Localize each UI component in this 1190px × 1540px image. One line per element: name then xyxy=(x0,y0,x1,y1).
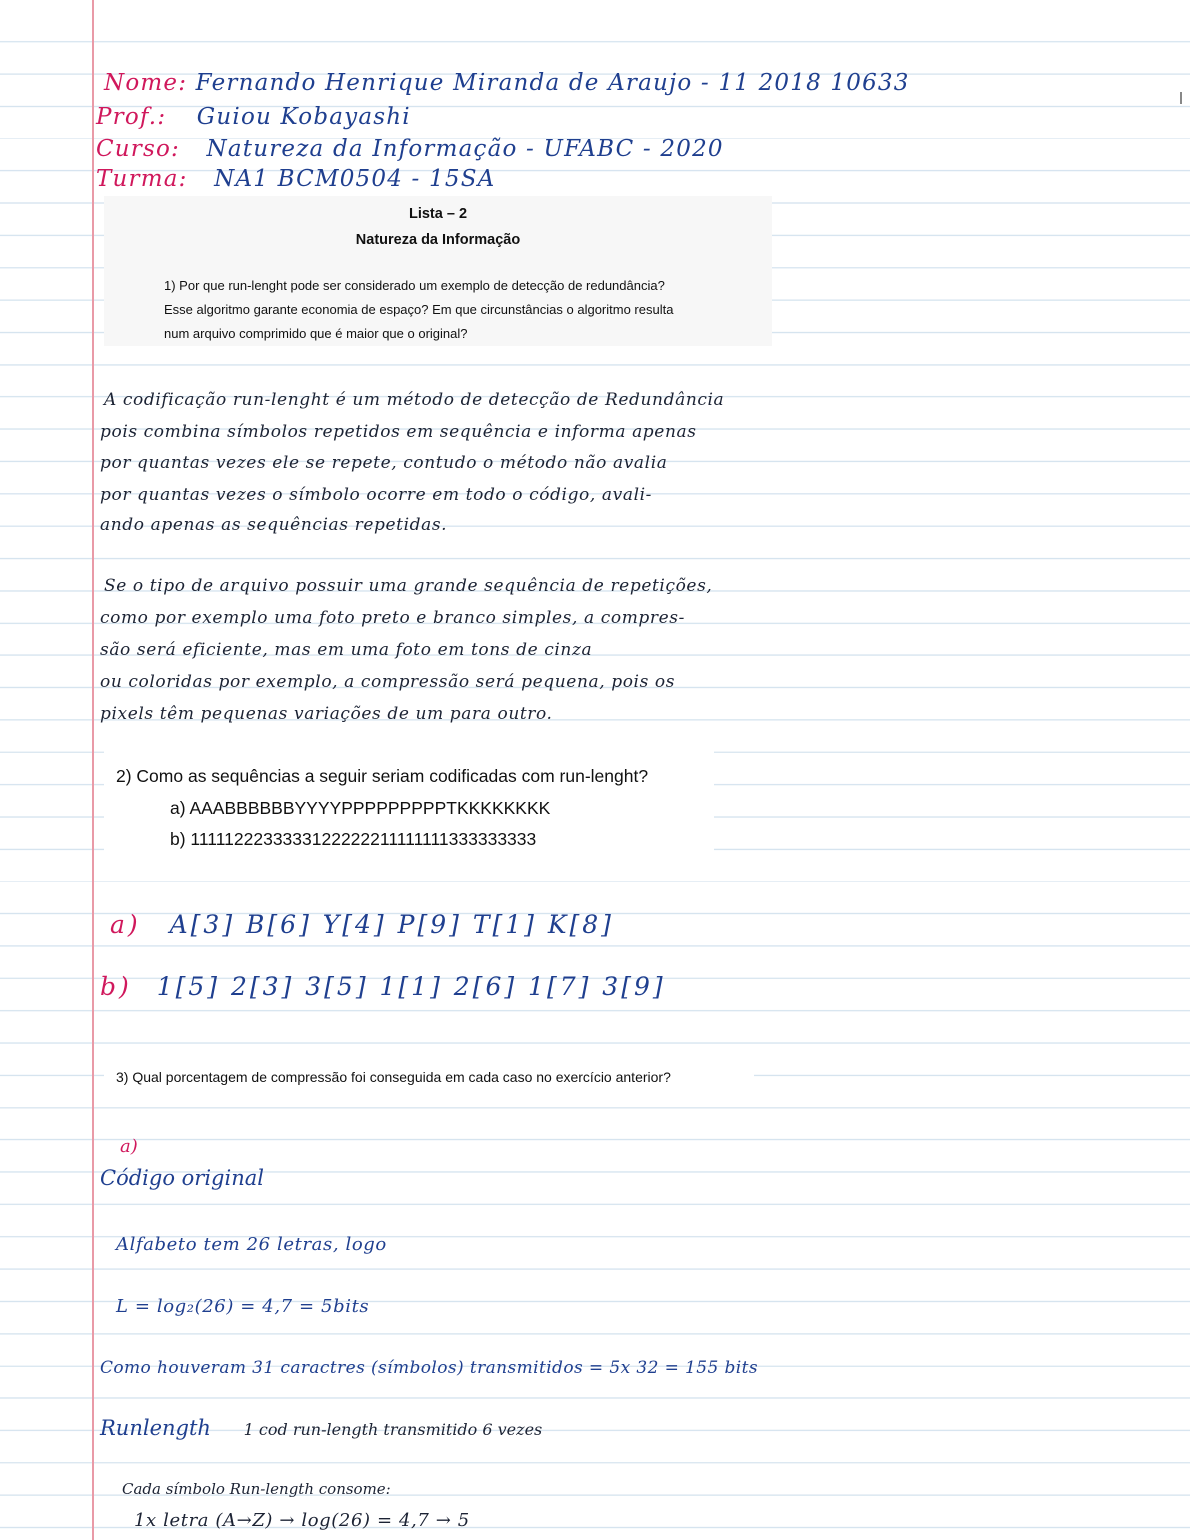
q3-title: 3) Qual porcentagem de compressão foi conseguida em cada caso no exercício anterior? xyxy=(116,1069,671,1085)
answer-1-line: ou coloridas por exemplo, a compressão será pequena, pois os xyxy=(100,672,676,692)
runlength-heading: Runlength xyxy=(100,1416,211,1440)
header-class xyxy=(96,166,495,192)
worksheet-subtitle: Natureza da Informação xyxy=(355,232,521,248)
answer-2b xyxy=(100,972,666,1001)
letter-cost-line: 1x letra (A→Z) → log(26) = 4,7 → 5 xyxy=(134,1510,470,1531)
runlength-note: 1 cod run-length transmitido 6 vezes xyxy=(243,1420,543,1439)
answer-1-line: pixels têm pequenas variações de um para outro. xyxy=(100,704,553,724)
answer-2a-label: a) xyxy=(110,910,141,939)
prof-label: Prof.: xyxy=(96,104,167,130)
course-value: Natureza da Informação - UFABC - 2020 xyxy=(206,136,724,162)
each-symbol-line: Cada símbolo Run-length consome: xyxy=(122,1480,391,1498)
worksheet-title: Lista – 2 xyxy=(408,206,468,222)
page-edge-mark xyxy=(1180,92,1182,104)
answer-1-line: A codificação run-lenght é um método de detecção de Redundância xyxy=(104,390,725,410)
header-course xyxy=(96,136,724,162)
bits-per-symbol-line: L = log₂(26) = 4,7 = 5bits xyxy=(116,1296,370,1317)
runlength-heading-line xyxy=(100,1416,542,1440)
header-prof xyxy=(96,104,411,130)
class-value: NA1 BCM0504 - 15SA xyxy=(214,166,496,192)
q1-line: 1) Por que run-lenght pode ser considerado um exemplo de detecção de redundância? xyxy=(164,278,665,293)
question-1-block xyxy=(104,196,772,346)
answer-1-line: por quantas vezes ele se repete, contudo o método não avalia xyxy=(100,453,668,473)
answer-2b-label: b) xyxy=(100,972,132,1001)
answer-1-line: como por exemplo uma foto preto e branco simples, a compres- xyxy=(100,608,685,628)
alphabet-line: Alfabeto tem 26 letras, logo xyxy=(116,1234,387,1255)
name-value: Fernando Henrique Miranda de Araujo - 11 2018 10633 xyxy=(195,70,910,96)
question-3-block xyxy=(104,1060,754,1094)
answer-1-line: pois combina símbolos repetidos em sequência e informa apenas xyxy=(100,422,697,442)
header-name xyxy=(104,70,910,96)
margin-line xyxy=(92,0,94,1540)
answer-1-line: por quantas vezes o símbolo ocorre em todo o código, avali- xyxy=(100,485,652,505)
answer-1-line: Se o tipo de arquivo possuir uma grande sequência de repetições, xyxy=(104,576,713,596)
answer-2b-value: 1[5] 2[3] 3[5] 1[1] 2[6] 1[7] 3[9] xyxy=(156,972,666,1001)
original-code-heading: Código original xyxy=(100,1166,264,1190)
q2-sequence-a: a) AAABBBBBBYYYYPPPPPPPPPTKKKKKKKK xyxy=(170,798,551,818)
answer-1-line: ando apenas as sequências repetidas. xyxy=(100,515,448,535)
answer-3a-label: a) xyxy=(120,1136,138,1157)
answer-1-line: são será eficiente, mas em uma foto em tons de cinza xyxy=(100,640,593,660)
answer-2a-value: A[3] B[6] Y[4] P[9] T[1] K[8] xyxy=(169,910,614,939)
name-label: Nome: xyxy=(104,70,188,96)
prof-value: Guiou Kobayashi xyxy=(196,104,411,130)
q2-sequence-b: b) 1111122233333122222211111111333333333 xyxy=(170,829,537,849)
q1-line: num arquivo comprimido que é maior que o original? xyxy=(164,326,468,341)
question-2-block xyxy=(104,750,714,854)
original-total-line: Como houveram 31 caractres (símbolos) transmitidos = 5x 32 = 155 bits xyxy=(100,1358,758,1378)
answer-2a xyxy=(110,910,614,939)
q2-title: 2) Como as sequências a seguir seriam codificadas com run-lenght? xyxy=(116,766,649,786)
course-label: Curso: xyxy=(96,136,181,162)
class-label: Turma: xyxy=(96,166,188,192)
q1-line: Esse algoritmo garante economia de espaço? Em que circunstâncias o algoritmo resulta xyxy=(164,302,674,317)
